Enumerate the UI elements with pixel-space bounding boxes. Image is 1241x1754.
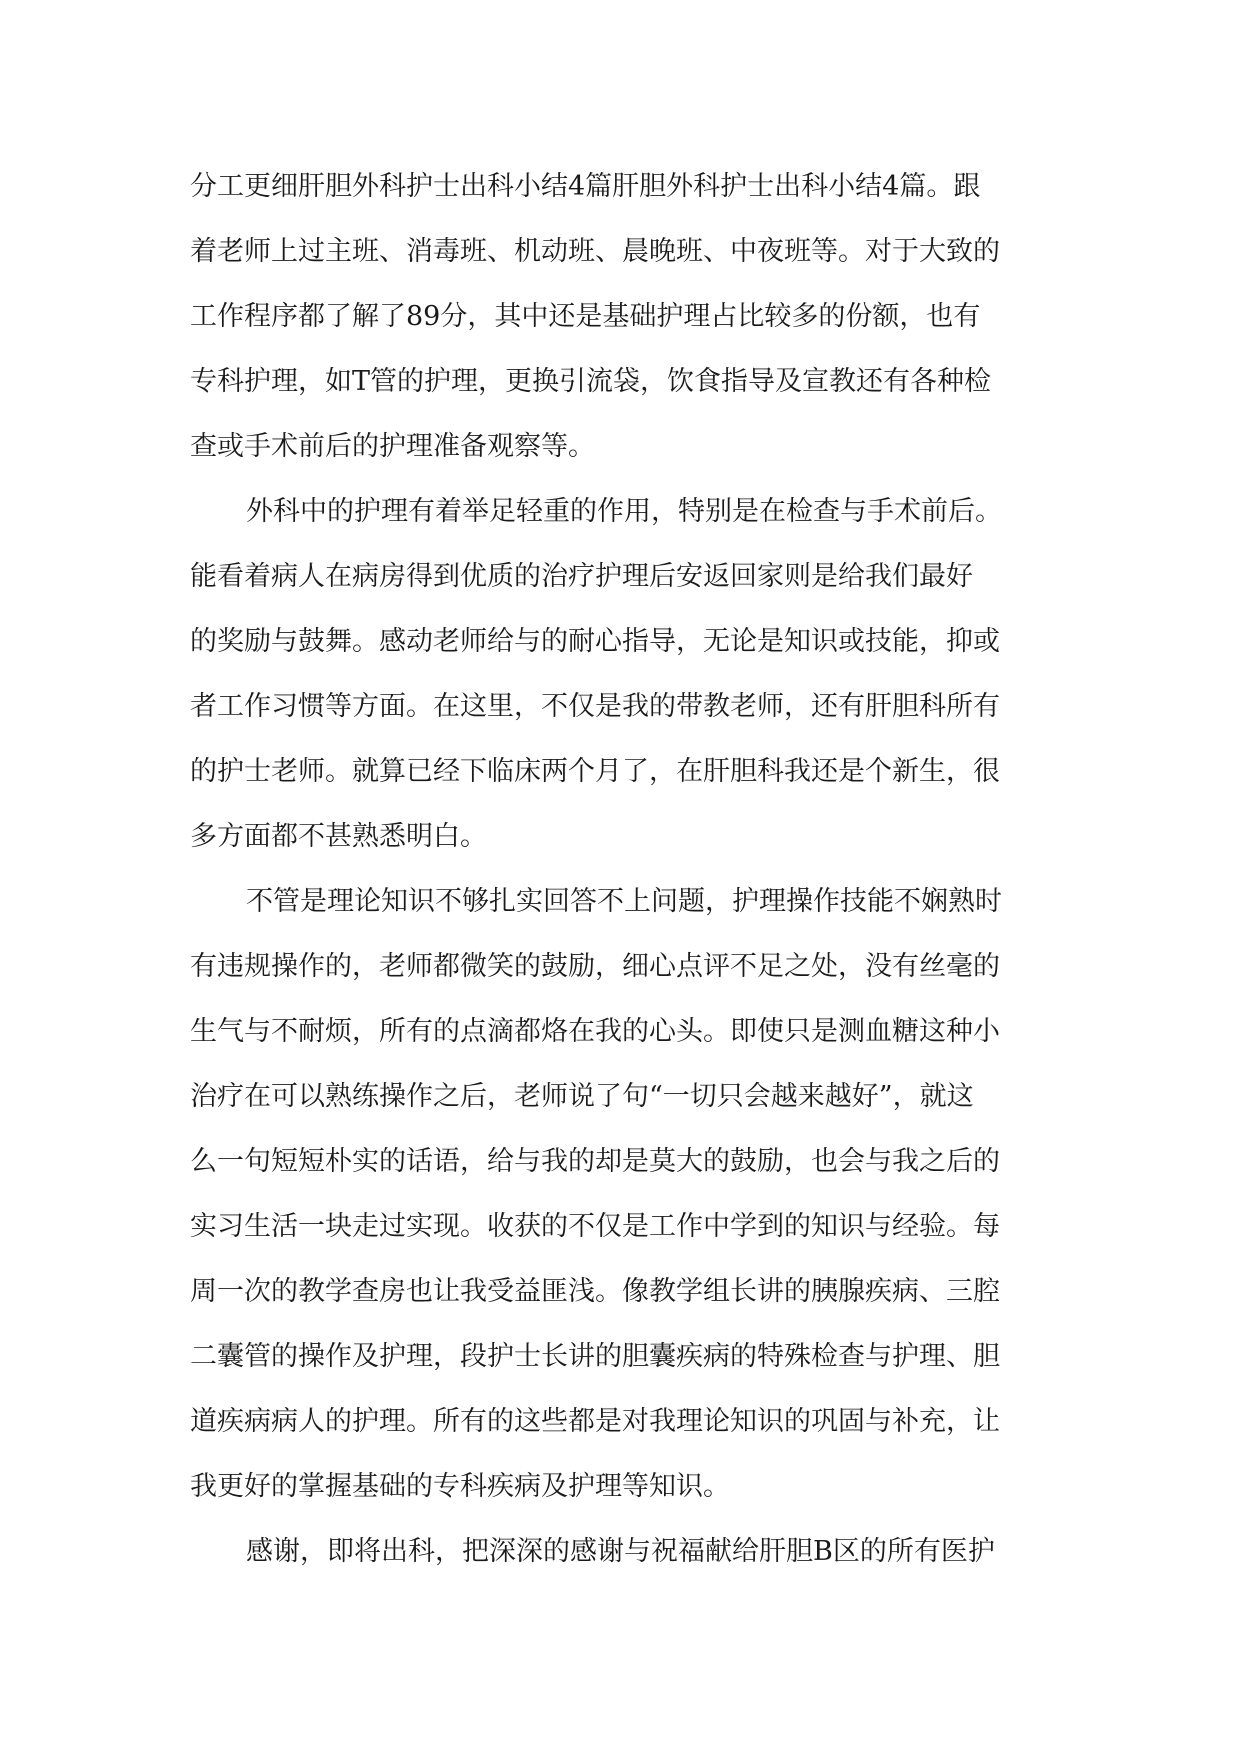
text-line: 专科护理，如T管的护理，更换引流袋，饮食指导及宣教还有各种检 — [190, 366, 992, 397]
paragraph-first-line: 不管是理论知识不够扎实回答不上问题，护理操作技能不娴熟时 — [246, 886, 1002, 917]
text-line: 着老师上过主班、消毒班、机动班、晨晚班、中夜班等。对于大致的 — [190, 236, 1000, 267]
text-line: 多方面都不甚熟悉明白。 — [190, 821, 487, 852]
text-line: 者工作习惯等方面。在这里，不仅是我的带教老师，还有肝胆科所有 — [190, 691, 1000, 722]
text-line: 治疗在可以熟练操作之后，老师说了句“一切只会越来越好”，就这 — [190, 1081, 974, 1112]
text-line: 二囊管的操作及护理，段护士长讲的胆囊疾病的特殊检查与护理、胆 — [190, 1341, 1000, 1372]
text-line: 周一次的教学查房也让我受益匪浅。像教学组长讲的胰腺疾病、三腔 — [190, 1276, 1000, 1307]
text-line: 分工更细肝胆外科护士出科小结4篇肝胆外科护士出科小结4篇。跟 — [190, 171, 981, 202]
text-line: 道疾病病人的护理。所有的这些都是对我理论知识的巩固与补充，让 — [190, 1406, 1000, 1437]
text-line: 实习生活一块走过实现。收获的不仅是工作中学到的知识与经验。每 — [190, 1211, 1000, 1242]
text-line: 么一句短短朴实的话语，给与我的却是莫大的鼓励，也会与我之后的 — [190, 1146, 1000, 1177]
text-line: 有违规操作的，老师都微笑的鼓励，细心点评不足之处，没有丝毫的 — [190, 951, 1000, 982]
paragraph-first-line: 外科中的护理有着举足轻重的作用，特别是在检查与手术前后。 — [246, 496, 1002, 527]
text-line: 查或手术前后的护理准备观察等。 — [190, 431, 595, 462]
document-body — [190, 154, 1050, 1584]
text-line: 我更好的掌握基础的专科疾病及护理等知识。 — [190, 1471, 730, 1502]
text-line: 生气与不耐烦，所有的点滴都烙在我的心头。即使只是测血糖这种小 — [190, 1016, 1000, 1047]
text-line: 工作程序都了解了89分，其中还是基础护理占比较多的份额，也有 — [190, 301, 981, 332]
text-line: 能看着病人在病房得到优质的治疗护理后安返回家则是给我们最好 — [190, 561, 973, 592]
text-line: 的奖励与鼓舞。感动老师给与的耐心指导，无论是知识或技能，抑或 — [190, 626, 1000, 657]
paragraph-first-line: 感谢，即将出科，把深深的感谢与祝福献给肝胆B区的所有医护 — [246, 1536, 995, 1567]
text-line: 的护士老师。就算已经下临床两个月了，在肝胆科我还是个新生，很 — [190, 756, 1000, 787]
